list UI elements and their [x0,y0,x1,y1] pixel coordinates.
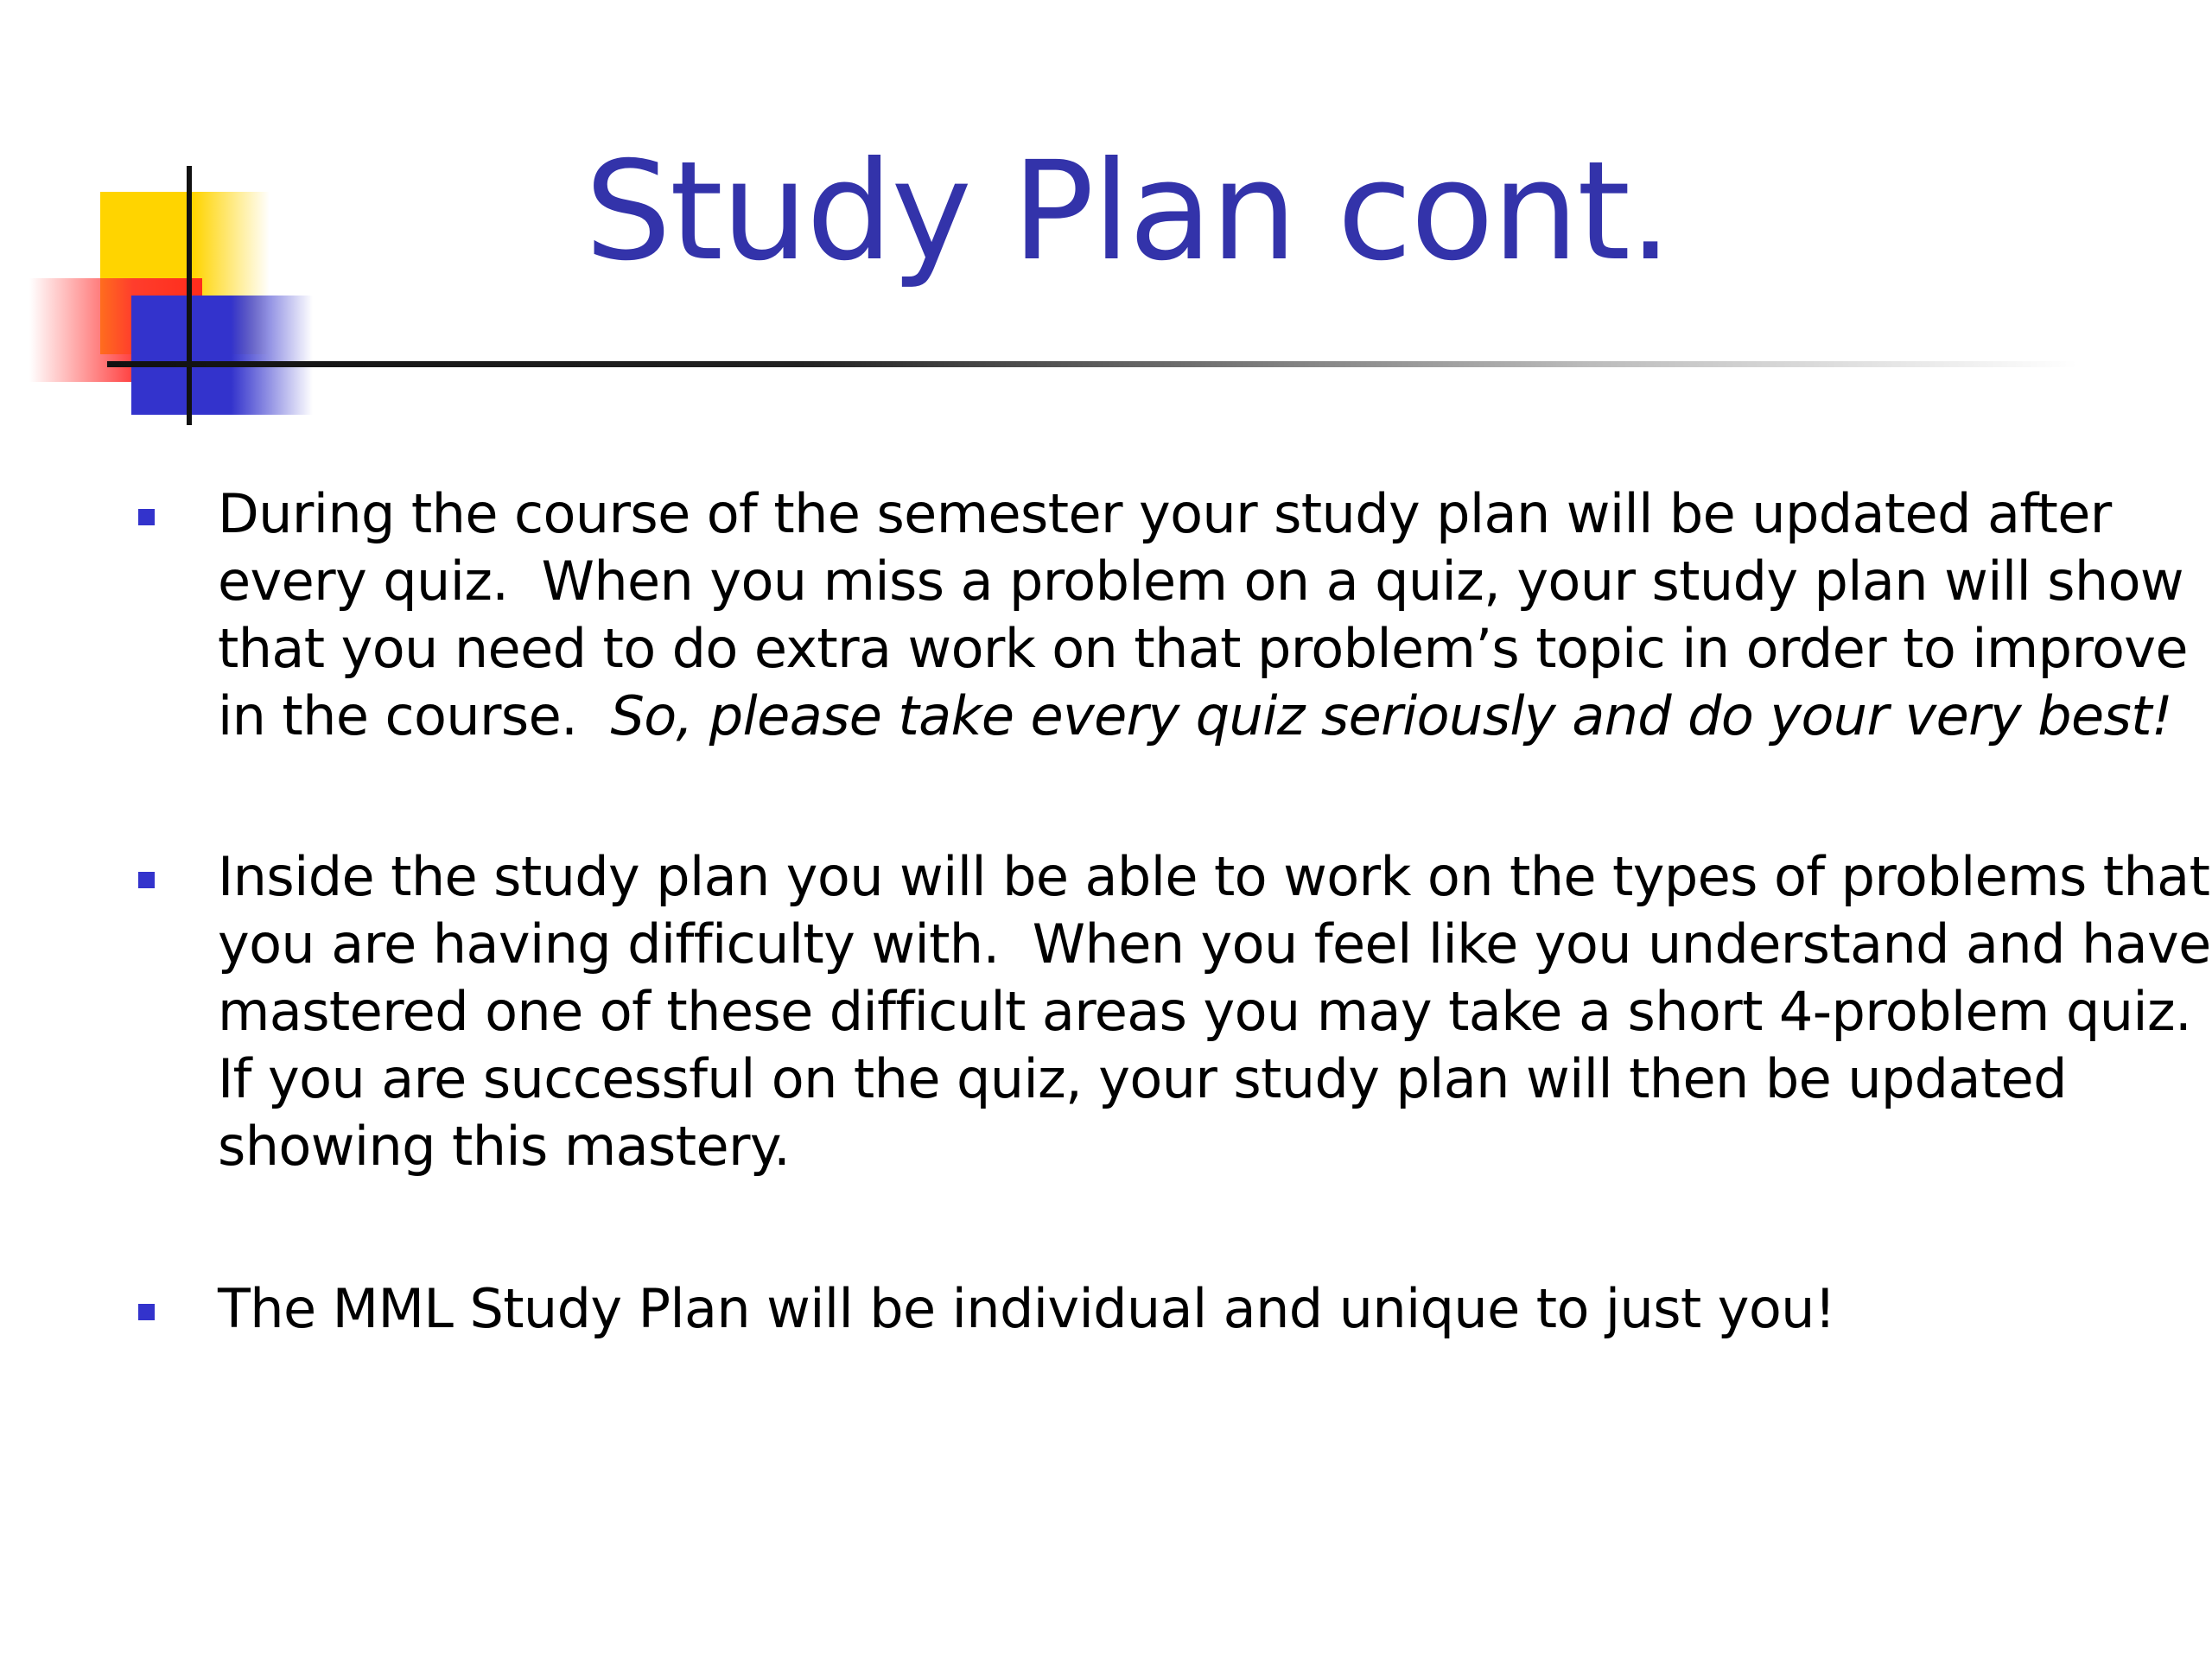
bullet-line: The MML Study Plan will be individual and unique to just you! [218,1277,1836,1340]
decorative-blue-square [131,296,313,415]
bullet-text [218,843,2211,1180]
bullet-text [218,480,2188,750]
bullet-line [218,683,2173,750]
bullet-line: you are having difficulty with. When you feel like you understand and have [218,912,2211,976]
bullet-square-icon [138,1304,155,1320]
bullet-line-italic: So, please take every quiz seriously and do your very best! [610,684,2173,747]
bullet-square-icon [138,509,155,525]
bullet-line: every quiz. When you miss a problem on a quiz, your study plan will show [218,550,2184,613]
decorative-vertical-line [187,166,192,425]
bullet-text [218,1275,2119,1343]
bullet-line: During the course of the semester your study plan will be updated after [218,482,2112,545]
bullet-line: If you are successful on the quiz, your study plan will then be updated [218,1047,2067,1110]
bullet-line: Inside the study plan you will be able to work on the types of problems that [218,845,2210,908]
bullet-line: showing this mastery. [218,1115,791,1178]
bullet-line-plain: in the course. [218,684,611,747]
bullet-line: mastered one of these difficult areas you may take a short 4-problem quiz. [218,980,2192,1043]
title-underline [107,361,2077,367]
bullet-line: that you need to do extra work on that problem’s topic in order to improve [218,617,2188,680]
slide-title: Study Plan cont. [584,132,1671,291]
bullet-square-icon [138,872,155,888]
